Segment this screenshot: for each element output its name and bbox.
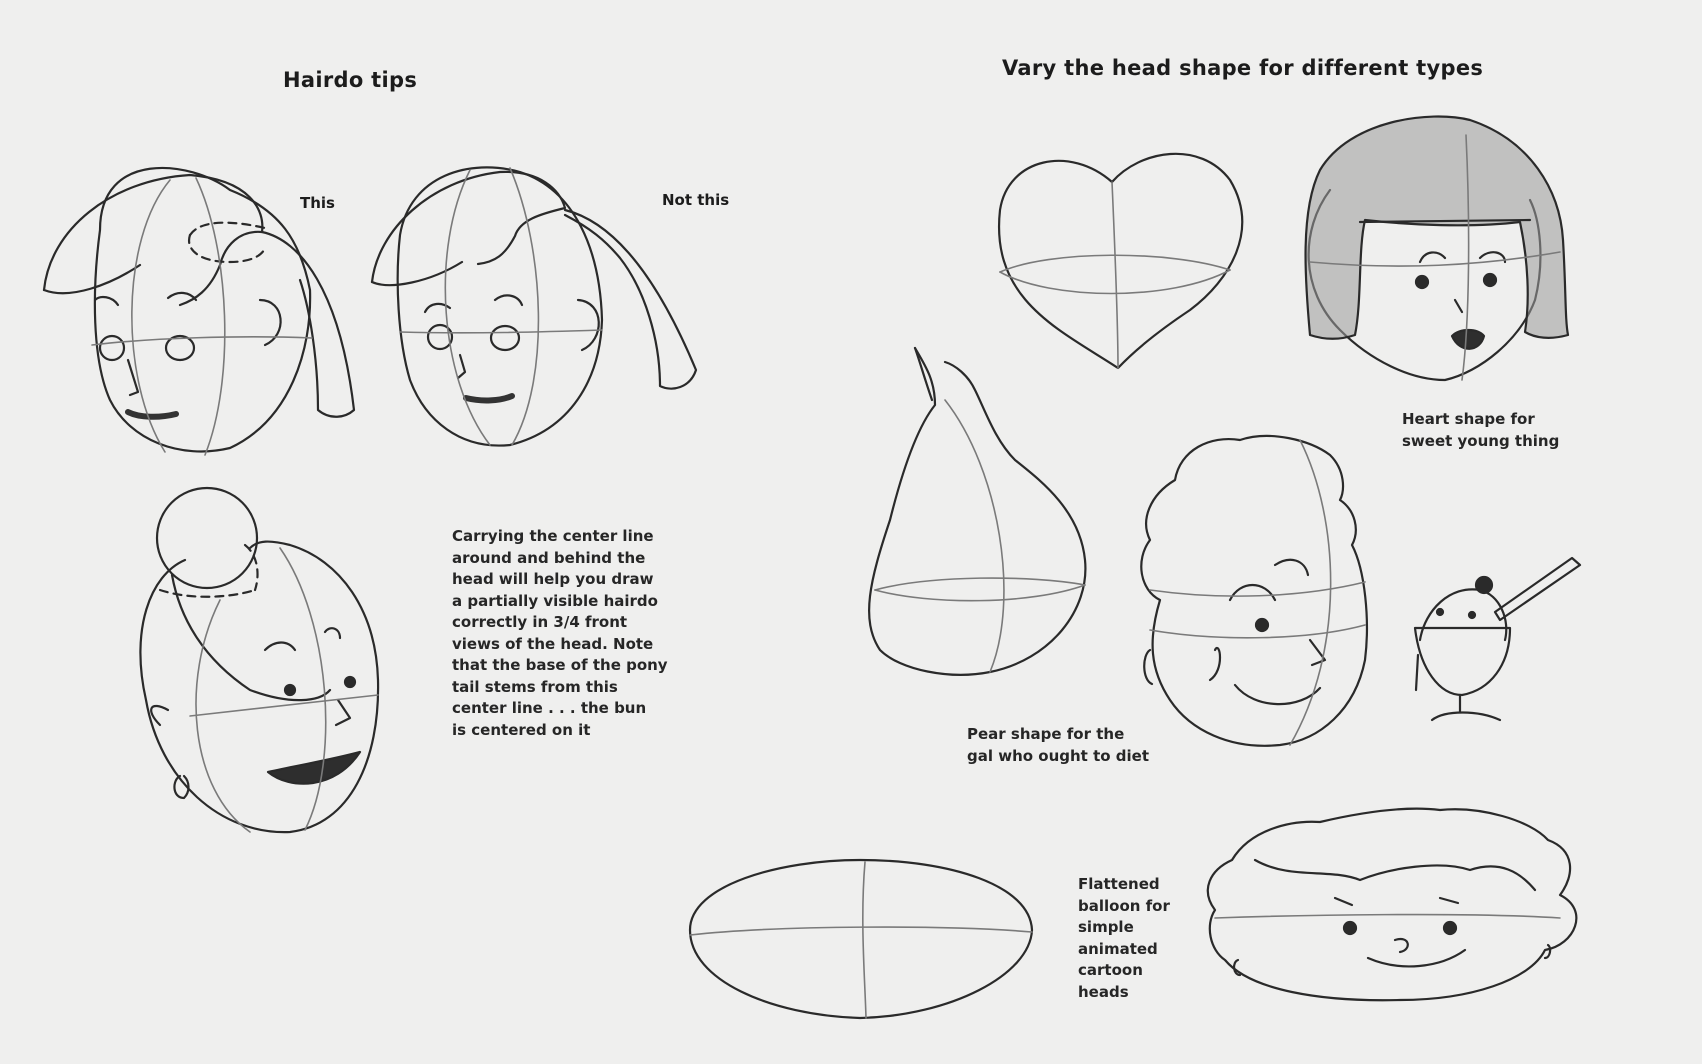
pear-shape [869, 348, 1085, 675]
sundae-icon [1415, 558, 1580, 720]
heart-face-girl [1306, 117, 1568, 380]
vary-head-shape-heading: Vary the head shape for different types [1002, 56, 1484, 80]
balloon-caption: Flattened balloon for simple animated cartoon heads [1078, 875, 1170, 1001]
center-line-caption: Carrying the center line around and behind the head will help you draw a partially visible hairdo correctly in 3/4 front views of the head. Note that the base of the pony tail stems from this center line . . . the bun is centered on it [452, 527, 668, 739]
heart-caption: Heart shape for sweet young thing [1402, 410, 1560, 450]
pear-face-woman [1141, 436, 1367, 746]
not-this-label: Not this [662, 191, 730, 209]
flattened-balloon [690, 860, 1032, 1018]
bun-head [140, 488, 378, 832]
this-label: This [300, 194, 335, 212]
ponytail-head-incorrect [372, 167, 696, 445]
balloon-face-boy [1208, 809, 1577, 1001]
heart-shape [999, 154, 1242, 368]
hairdo-tips-heading: Hairdo tips [283, 68, 418, 92]
pear-caption: Pear shape for the gal who ought to diet [967, 725, 1149, 765]
